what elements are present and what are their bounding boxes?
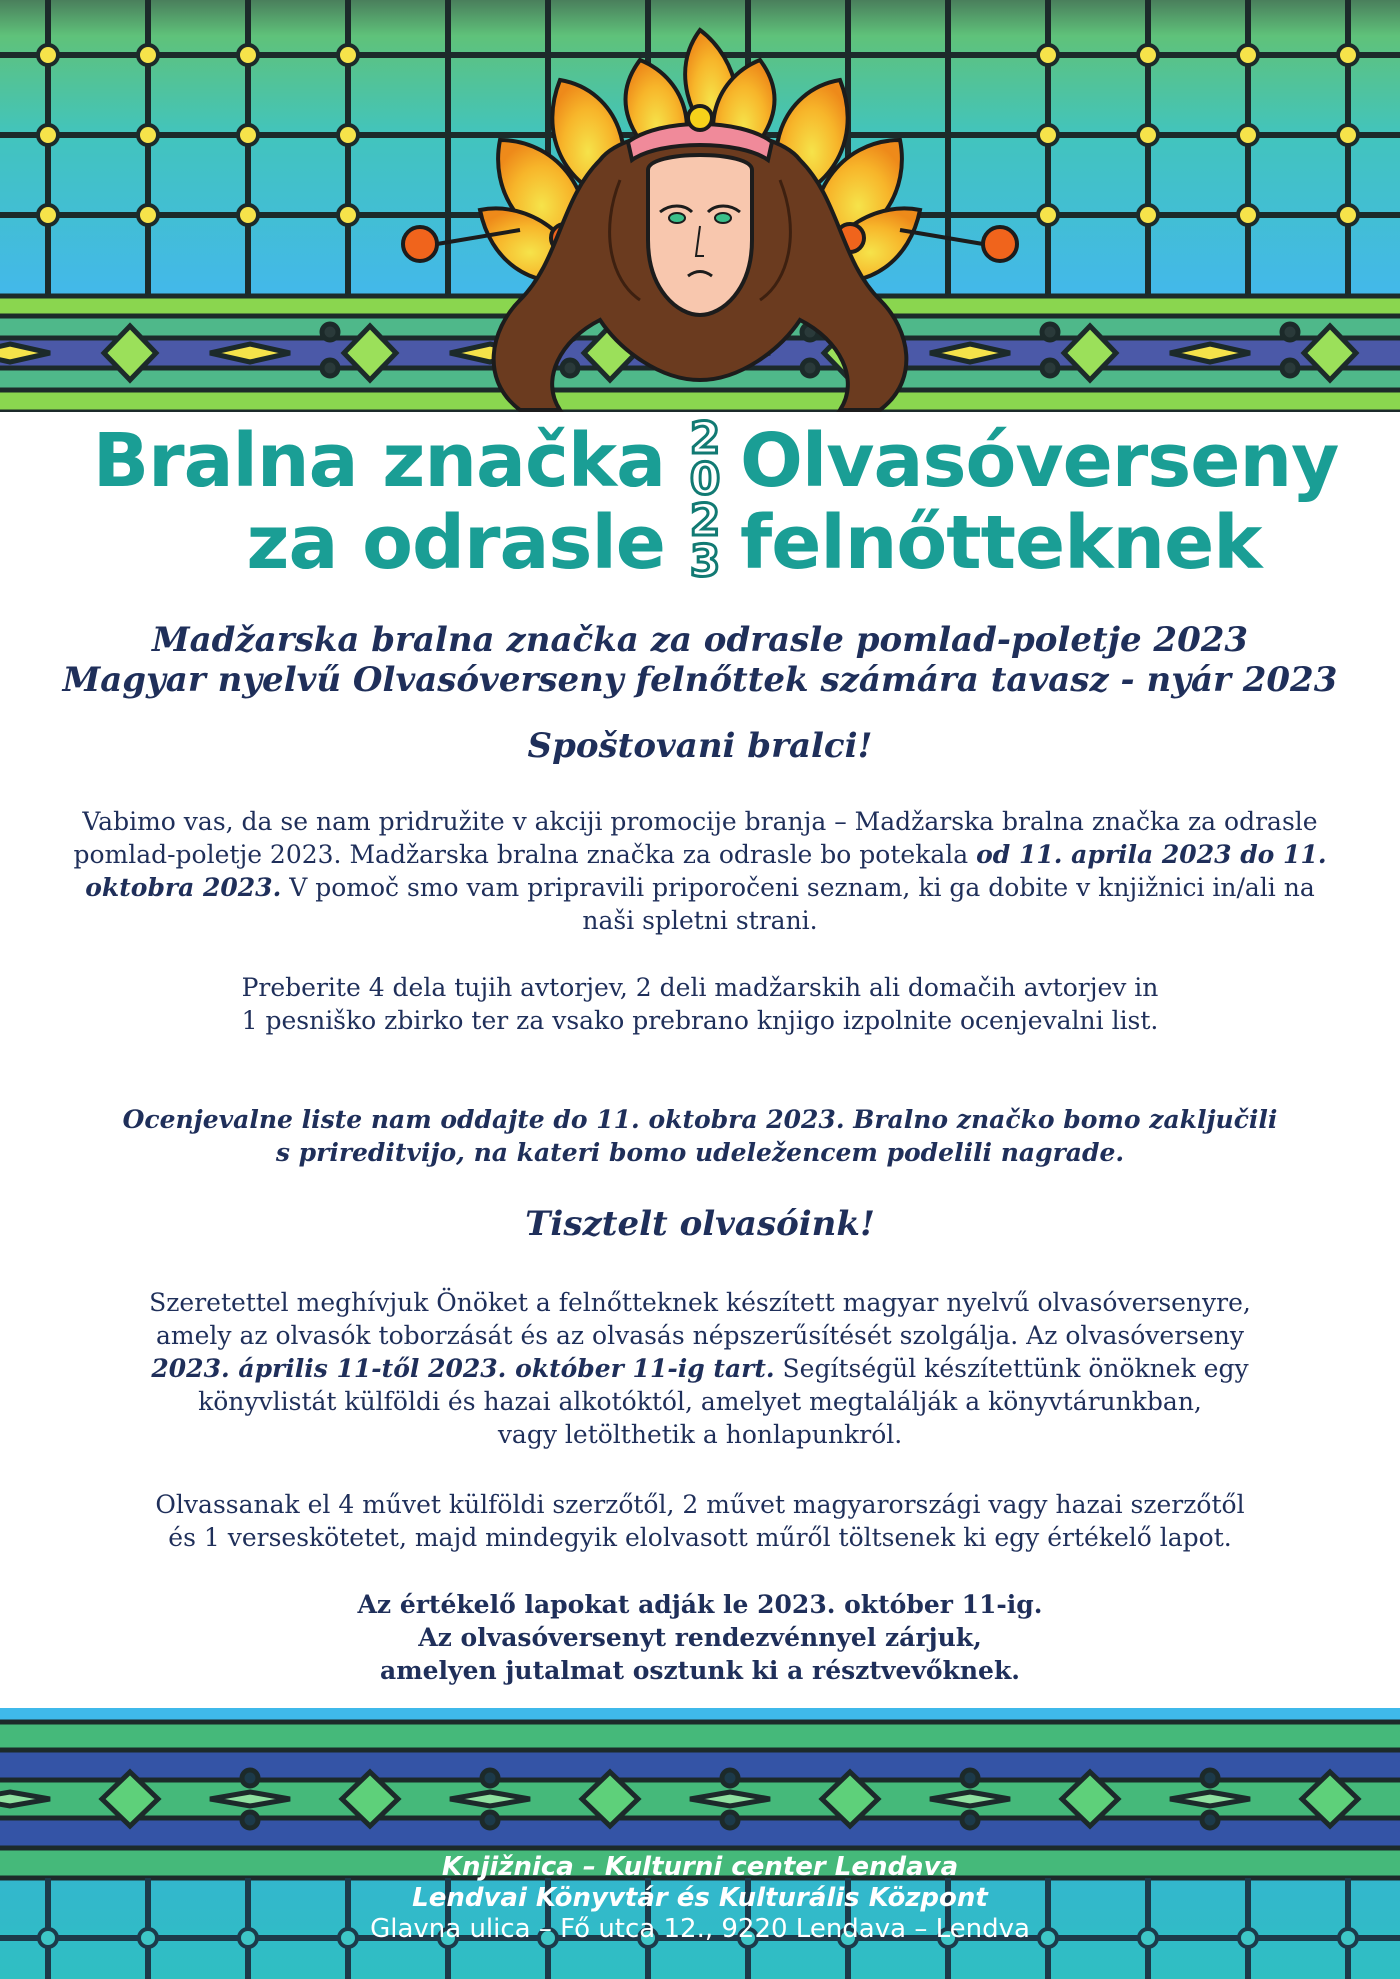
hungarian-p1-line3 (60, 1352, 1340, 1385)
hungarian-p1-line3-rest: Segítségül készítettünk önöknek egy (782, 1354, 1249, 1383)
slovene-p2-line1: Preberite 4 dela tujih avtorjev, 2 deli madžarskih ali domačih avtorjev in (241, 973, 1159, 1002)
subtitle (0, 620, 1400, 700)
title-hungarian-line1: Olvasóverseny (740, 418, 1339, 504)
slovene-p2-line2: 1 pesniško zbirko ter za vsako prebrano knjigo izpolnite ocenjevalni list. (241, 1006, 1159, 1035)
slovene-p3-line2: s prireditvijo, na kateri bomo udeležencem podelili nagrade. (275, 1138, 1125, 1167)
hungarian-p1-line2: amely az olvasók toborzását és az olvasás népszerűsítését szolgálja. Az olvasóverseny (155, 1321, 1244, 1350)
slovene-greeting: Spoštovani bralci! (527, 726, 873, 766)
hungarian-p1-line5: vagy letölthetik a honlapunkról. (497, 1420, 903, 1449)
year-digit: 2 (689, 413, 721, 464)
hungarian-p3-line1: Az értékelő lapokat adják le 2023. október 11-ig. (357, 1590, 1043, 1619)
hungarian-p1-dates: 2023. április 11-től 2023. október 11-ig tart. (151, 1354, 775, 1383)
hungarian-paragraph-1 (60, 1286, 1340, 1451)
title-slovene (93, 420, 665, 584)
hungarian-p2-line1: Olvassanak el 4 művet külföldi szerzőtől, 2 művet magyarországi vagy hazai szerzőtől (155, 1490, 1245, 1519)
subtitle-hungarian: Magyar nyelvű Olvasóverseny felnőttek számára tavasz - nyár 2023 (62, 660, 1338, 700)
year-digit: 2 (689, 495, 721, 546)
hungarian-p1-line1: Szeretettel meghívjuk Önöket a felnőtteknek készített magyar nyelvű olvasóversenyre, (149, 1288, 1251, 1317)
slovene-paragraph-3 (60, 1103, 1340, 1169)
footer-library-slovene: Knjižnica – Kulturni center Lendava (441, 1852, 959, 1882)
hungarian-paragraph-3 (60, 1588, 1340, 1687)
slovene-paragraph-2 (60, 971, 1340, 1037)
hungarian-greeting: Tisztelt olvasóink! (525, 1204, 875, 1244)
hungarian-p2-line2: és 1 verseskötetet, majd mindegyik elolvasott műről töltsenek ki egy értékelő lapot. (168, 1523, 1232, 1552)
year-digit: 0 (689, 454, 721, 505)
title-slovene-line2: za odrasle (246, 500, 665, 586)
header-stained-glass (0, 0, 1400, 412)
footer-street-address: Glavna ulica – Fő utca 12., 9220 Lendava – Lendva (370, 1914, 1030, 1944)
hungarian-p3-line2: Az olvasóversenyt rendezvénnyel zárjuk, (418, 1623, 982, 1652)
slovene-p1-text-a: Vabimo vas, da se nam pridružite v akciji promocije branja – Madžarska bralna značka za odrasle pomlad-poletje 2023. Madžarska bralna značka za odrasle bo potekala (73, 807, 1318, 869)
title-slovene-line1: Bralna značka (92, 418, 665, 504)
hungarian-p3-line3: amelyen jutalmat osztunk ki a résztvevőknek. (380, 1656, 1020, 1685)
slovene-paragraph-1 (60, 805, 1340, 937)
title-hungarian (740, 420, 1338, 584)
hungarian-p1-line4: könyvlistát külföldi és hazai alkotóktól, amelyet megtalálják a könyvtárunkban, (198, 1387, 1202, 1416)
footer-address (0, 1852, 1400, 1945)
title-hungarian-line2: felnőtteknek (740, 500, 1262, 586)
title-block (0, 413, 1400, 588)
footer-library-hungarian: Lendvai Könyvtár és Kulturális Központ (412, 1883, 988, 1913)
hungarian-paragraph-2 (60, 1488, 1340, 1554)
slovene-p1-dates: od 11. aprila 2023 do 11. oktobra 2023. (85, 840, 1327, 902)
year-digit: 3 (689, 536, 721, 587)
slovene-p1-text-b: V pomoč smo vam pripravili priporočeni seznam, ki ga dobite v knjižnici in/ali na naši spletni strani. (289, 873, 1315, 935)
slovene-p3-line1: Ocenjevalne liste nam oddajte do 11. oktobra 2023. Bralno značko bomo zaključili (122, 1105, 1278, 1134)
subtitle-slovene: Madžarska bralna značka za odrasle pomlad-poletje 2023 (151, 620, 1249, 660)
title-year-vertical (684, 413, 726, 587)
